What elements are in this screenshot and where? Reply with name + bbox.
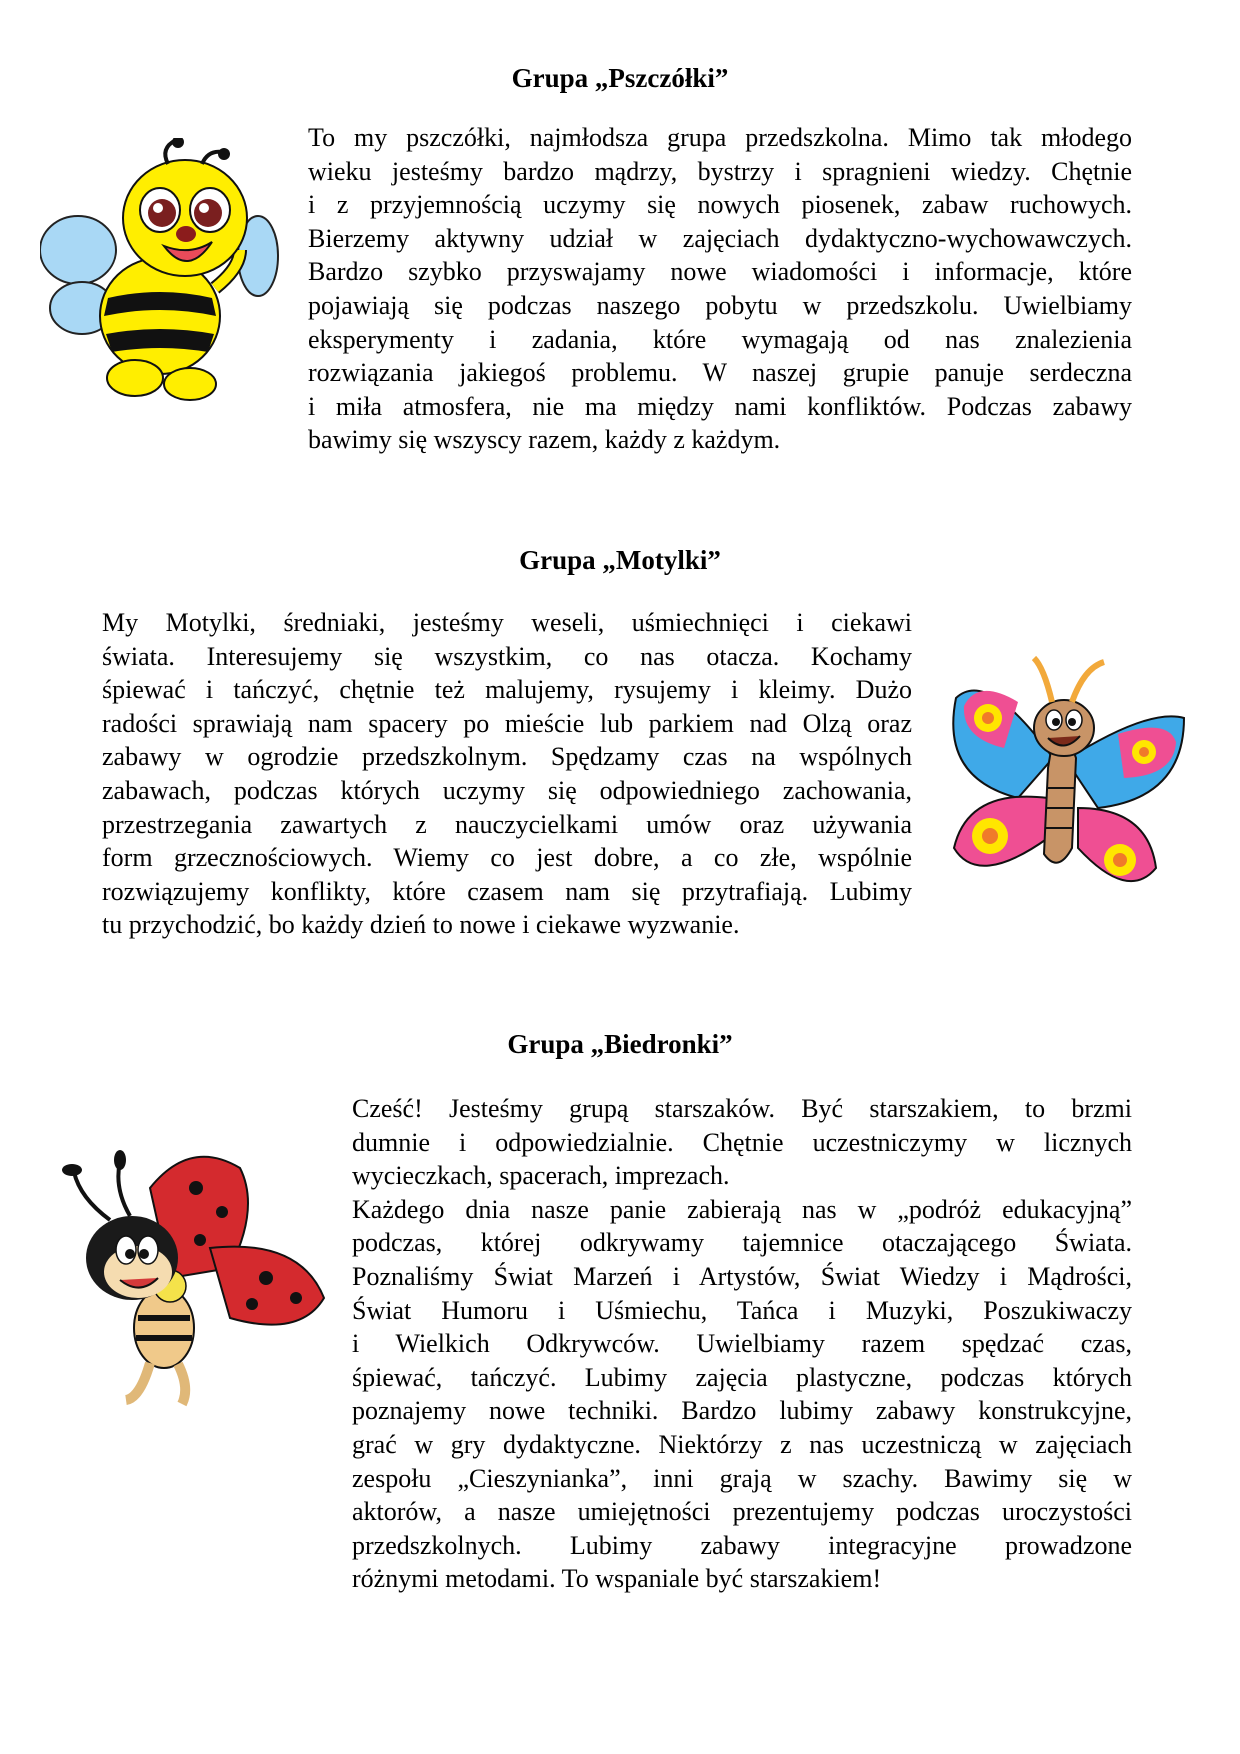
butterfly-icon [948,648,1188,908]
text-line: Każdego dnia nasze panie zabierają nas w „podróż edukacyjną” [352,1194,1132,1224]
text-line: Cześć! Jesteśmy grupą starszaków. Być starszakiem, to brzmi [352,1094,1132,1123]
text-line: świata. Interesujemy się wszystkim, co nas otacza. Kochamy [102,641,912,671]
paragraph-biedronki [352,1092,1132,1596]
text-line: przestrzegania zawartych z nauczycielkami umów oraz używania [102,809,912,839]
text-line: tu przychodzić, bo każdy dzień to nowe i ciekawe wyzwanie. [102,910,740,940]
text-line: My Motylki, średniaki, jesteśmy weseli, uśmiechnięci i ciekawi [102,608,912,637]
text-line: Świat Humoru i Uśmiechu, Tańca i Muzyki, Poszukiwaczy [352,1295,1132,1325]
text-line: i miła atmosfera, nie ma między nami konfliktów. Podczas zabawy [308,391,1132,421]
ladybug-icon [40,1148,330,1408]
text-line: aktorów, a nasze umiejętności prezentujemy podczas uroczystości [352,1497,1132,1527]
text-line: śpiewać, tańczyć. Lubimy zajęcia plastyczne, podczas których [352,1362,1132,1392]
section-title-pszczolki: Grupa „Pszczółki” [511,63,729,93]
text-line: rozwiązania jakiegoś problemu. W naszej grupie panuje serdeczna [308,358,1132,388]
text-line: grać w gry dydaktyczne. Niektórzy z nas uczestniczą w zajęciach [352,1429,1132,1459]
text-line: rozwiązujemy konflikty, które czasem nam się przytrafiają. Lubimy [102,876,912,906]
text-line: Bierzemy aktywny udział w zajęciach dydaktyczno-wychowawczych. [308,223,1132,253]
text-line: To my pszczółki, najmłodsza grupa przedszkolna. Mimo tak młodego [308,123,1132,152]
text-line: pojawiają się podczas naszego pobytu w przedszkolu. Uwielbiamy [308,290,1132,320]
text-line: bawimy się wszyscy razem, każdy z każdym. [308,425,781,455]
text-line: zabawy w ogrodzie przedszkolnym. Spędzamy czas na wspólnych [102,742,912,772]
text-line: śpiewać i tańczyć, chętnie też malujemy, rysujemy i kleimy. Dużo [102,675,912,705]
text-line: podczas, której odkrywamy tajemnice otaczającego Świata. [352,1228,1132,1258]
bee-icon [40,138,280,408]
text-line: zespołu „Cieszynianka”, inni grają w szachy. Bawimy się w [352,1463,1132,1493]
text-line: poznajemy nowe techniki. Bardzo lubimy zabawy konstrukcyjne, [352,1396,1132,1426]
text-line: i z przyjemnością uczymy się nowych piosenek, zabaw ruchowych. [308,190,1132,220]
text-line: różnymi metodami. To wspaniale być starszakiem! [352,1564,882,1594]
text-line: zabawach, podczas których uczymy się odpowiedniego zachowania, [102,775,912,805]
text-line: i Wielkich Odkrywców. Uwielbiamy razem spędzać czas, [352,1329,1132,1359]
text-line: eksperymenty i zadania, które wymagają od nas znalezienia [308,324,1132,354]
section-title-motylki: Grupa „Motylki” [519,545,721,575]
text-line: wycieczkach, spacerach, imprezach. [352,1161,730,1191]
text-line: Bardzo szybko przyswajamy nowe wiadomości i informacje, które [308,257,1132,287]
text-line: Poznaliśmy Świat Marzeń i Artystów, Świat Wiedzy i Mądrości, [352,1261,1132,1291]
paragraph-motylki [102,606,912,942]
text-line: dumnie i odpowiedzialnie. Chętnie uczestniczymy w licznych [352,1127,1132,1157]
section-title-biedronki: Grupa „Biedronki” [507,1029,733,1059]
text-line: przedszkolnych. Lubimy zabawy integracyjne prowadzone [352,1530,1132,1560]
text-line: radości sprawiają nam spacery po mieście lub parkiem nad Olzą oraz [102,708,912,738]
paragraph-pszczolki [308,121,1132,457]
text-line: wieku jesteśmy bardzo mądrzy, bystrzy i spragnieni wiedzy. Chętnie [308,156,1132,186]
text-line: form grzecznościowych. Wiemy co jest dobre, a co złe, wspólnie [102,843,912,873]
